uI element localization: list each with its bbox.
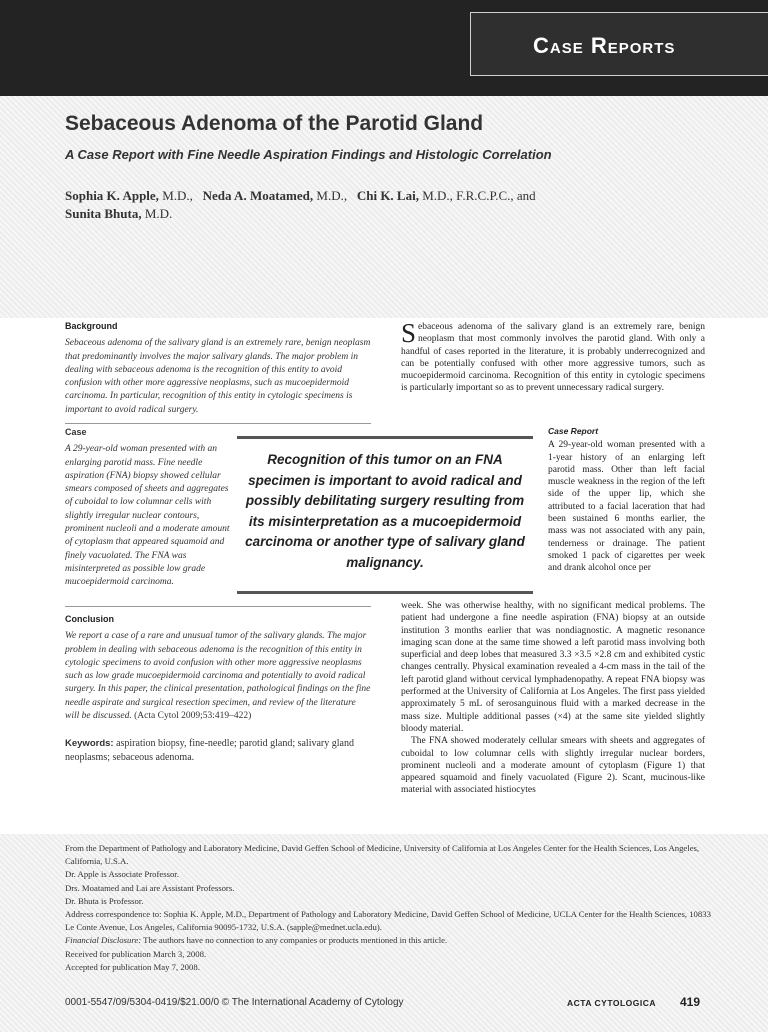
- case-report-narrow: [548, 421, 705, 575]
- article-subtitle: A Case Report with Fine Needle Aspiration Findings and Histologic Correlation: [65, 147, 552, 162]
- page-number: 419: [680, 995, 701, 1009]
- keywords-text: aspiration biopsy, fine-needle; parotid gland; salivary gland neoplasms; sebaceous adenoma.: [65, 738, 354, 763]
- author-name: Chi K. Lai,: [356, 188, 419, 203]
- section-label: Case Reports: [533, 33, 676, 58]
- abstract-case: [65, 426, 235, 590]
- footnote: From the Department of Pathology and Laboratory Medicine, David Geffen School of Medicine, University of California at Los Angeles Center for the Health Sciences, Los Angeles, California, U.S.A.: [65, 843, 700, 867]
- case-report-wide: [401, 600, 705, 797]
- author-name: Neda A. Moatamed,: [202, 188, 314, 203]
- pullquote-rule-bottom: [237, 591, 533, 594]
- pullquote: Recognition of this tumor on an FNA specimen is important to avoid radical and possibly debilitating surgery resulting from its misinterpretation as a mucoepidermoid carcinoma or another type of salivary gland malignancy.: [245, 452, 525, 570]
- abstract-text: Sebaceous adenoma of the salivary gland is an extremely rare, benign neoplasm that predominantly involves the major salivary glands. The major problem in dealing with sebaceous adenoma is the recognition of this entity to avoid confusion with other more aggressive neoplasms, such as mucoepidermoid carcinoma. In particular, recognition of this entity in cytologic specimens is important to avoid radical surgery.: [65, 338, 371, 415]
- accepted-date: Accepted for publication May 7, 2008.: [65, 961, 200, 972]
- author-list: [65, 187, 625, 223]
- fna-paragraph: The FNA showed moderately cellular smears with sheets and aggregates of cuboidal to low columnar cells with slightly irregular nuclear borders, prominent nucleoli and a moderate amount of cytoplasm (Figure 1) that appeared squamoid and finely vacuolated (Figure 2). Scant, mucinous-like material with associated histiocytes: [401, 736, 705, 796]
- author-degree: M.D., F.R.C.P.C., and: [418, 188, 536, 203]
- intro-paragraph: [401, 318, 705, 395]
- case-report-text: week. She was otherwise healthy, with no significant medical problems. The patient had undergone a fine needle aspiration (FNA) biopsy at an outside institution 3 months earlier that was nondiagnostic. A magnetic resonance imaging scan done at the same time showed a left parotid mass involving both superficial and deep lobes that measured 3.3 ×3.5 ×2.8 cm and exhibited cystic changes centrally. Physical examination revealed a 4-cm mass in the tail of the left parotid gland without cervical lymphadenopathy. A repeat FNA biopsy was performed at the University of California at Los Angeles. The first pass yielded approximately 5 mL of serosanguinous fluid with a marked decrease in the mass size. Multiple additional passes (×4) at the same site yielded slightly bloody material.: [401, 601, 705, 734]
- author-name: Sophia K. Apple,: [65, 188, 159, 203]
- disclosure-label: Financial Disclosure:: [65, 935, 142, 946]
- disclosure-text: The authors have no connection to any companies or products mentioned in this article.: [141, 935, 448, 946]
- received-date: Received for publication March 3, 2008.: [65, 948, 207, 959]
- journal-name: ACTA CYTOLOGICA: [567, 998, 657, 1008]
- footnotes: [65, 842, 715, 974]
- abstract-heading: Case: [65, 427, 87, 437]
- abstract-heading: Background: [65, 321, 118, 331]
- abstract-text: We report a case of a rare and unusual tumor of the salivary glands. The major problem in dealing with sebaceous adenoma is the recognition of this entity in cytologic specimens to avoid confusion with other more aggressive neoplasms such as low grade mucoepidermoid carcinoma and potentially to avoid radical surgery. In this paper, the clinical presentation, pathological findings on the fine needle aspirate and surgical resection specimen, and review of the literature will be discussed.: [65, 631, 371, 722]
- author-degree: M.D.,: [313, 188, 348, 203]
- pullquote-rule-top: [237, 436, 533, 439]
- dropcap: S: [401, 318, 417, 348]
- abstract-heading: Conclusion: [65, 614, 114, 624]
- abstract-background: [65, 320, 371, 417]
- footnote: Drs. Moatamed and Lai are Assistant Professors.: [65, 882, 235, 893]
- intro-text: ebaceous adenoma of the salivary gland is an extremely rare, benign neoplasm that most commonly involves the parotid gland. With only a handful of cases reported in the literature, it is probably underrecognized and can be potentially confused with other more aggressive tumors, such as mucoepidermoid carcinoma. Recognition of this entity in cytologic specimens is particularly important so as to prevent unnecessary radical surgery.: [401, 322, 705, 394]
- case-report-text: A 29-year-old woman presented with a 1-year history of an enlarging left parotid mass. Other than left facial muscle weakness in the region of the left side of the upper lip, which she attributed to a facial laceration that had been sustained 6 months earlier, the mass was not associated with any pain, tenderness or drainage. The patient smoked 1 pack of cigarettes per week and drank alcohol once per: [548, 440, 705, 574]
- author-degree: M.D.,: [158, 188, 193, 203]
- disclosure: [65, 934, 715, 947]
- footnote: Address correspondence to: Sophia K. Apple, M.D., Department of Pathology and Laboratory Medicine, David Geffen School of Medicine, UCLA Center for the Health Sciences, 10833 Le Conte Avenue, Los Angeles, California 90095-1732, U.S.A. (sapple@mednet.ucla.edu).: [65, 909, 711, 933]
- author-degree: M.D.: [141, 206, 173, 221]
- author-name: Sunita Bhuta,: [65, 206, 142, 221]
- abstract-conclusion: [65, 613, 371, 764]
- footnote: Dr. Bhuta is Professor.: [65, 895, 144, 906]
- footnote: Dr. Apple is Associate Professor.: [65, 869, 179, 880]
- abstract-text: A 29-year-old woman presented with an enlarging parotid mass. Fine needle aspiration (FNA) biopsy showed cellular smears composed of sheets and aggregates of cuboidal to low columnar cells with slightly irregular nuclear contours, prominent nucleoli and a moderate amount of cytoplasm that appeared squamoid and finely vacuolated. The FNA was misinterpreted as possible low grade mucoepidermoid carcinoma.: [65, 444, 230, 588]
- keywords-label: Keywords:: [65, 738, 114, 750]
- case-report-heading: Case Report: [548, 426, 599, 436]
- divider: [65, 423, 371, 424]
- article-title: Sebaceous Adenoma of the Parotid Gland: [65, 112, 484, 135]
- divider: [65, 606, 371, 607]
- citation-ref: (Acta Cytol 2009;53:419–422): [134, 711, 252, 722]
- copyright-citation: 0001-5547/09/5304-0419/$21.00/0 © The International Academy of Cytology: [65, 997, 404, 1008]
